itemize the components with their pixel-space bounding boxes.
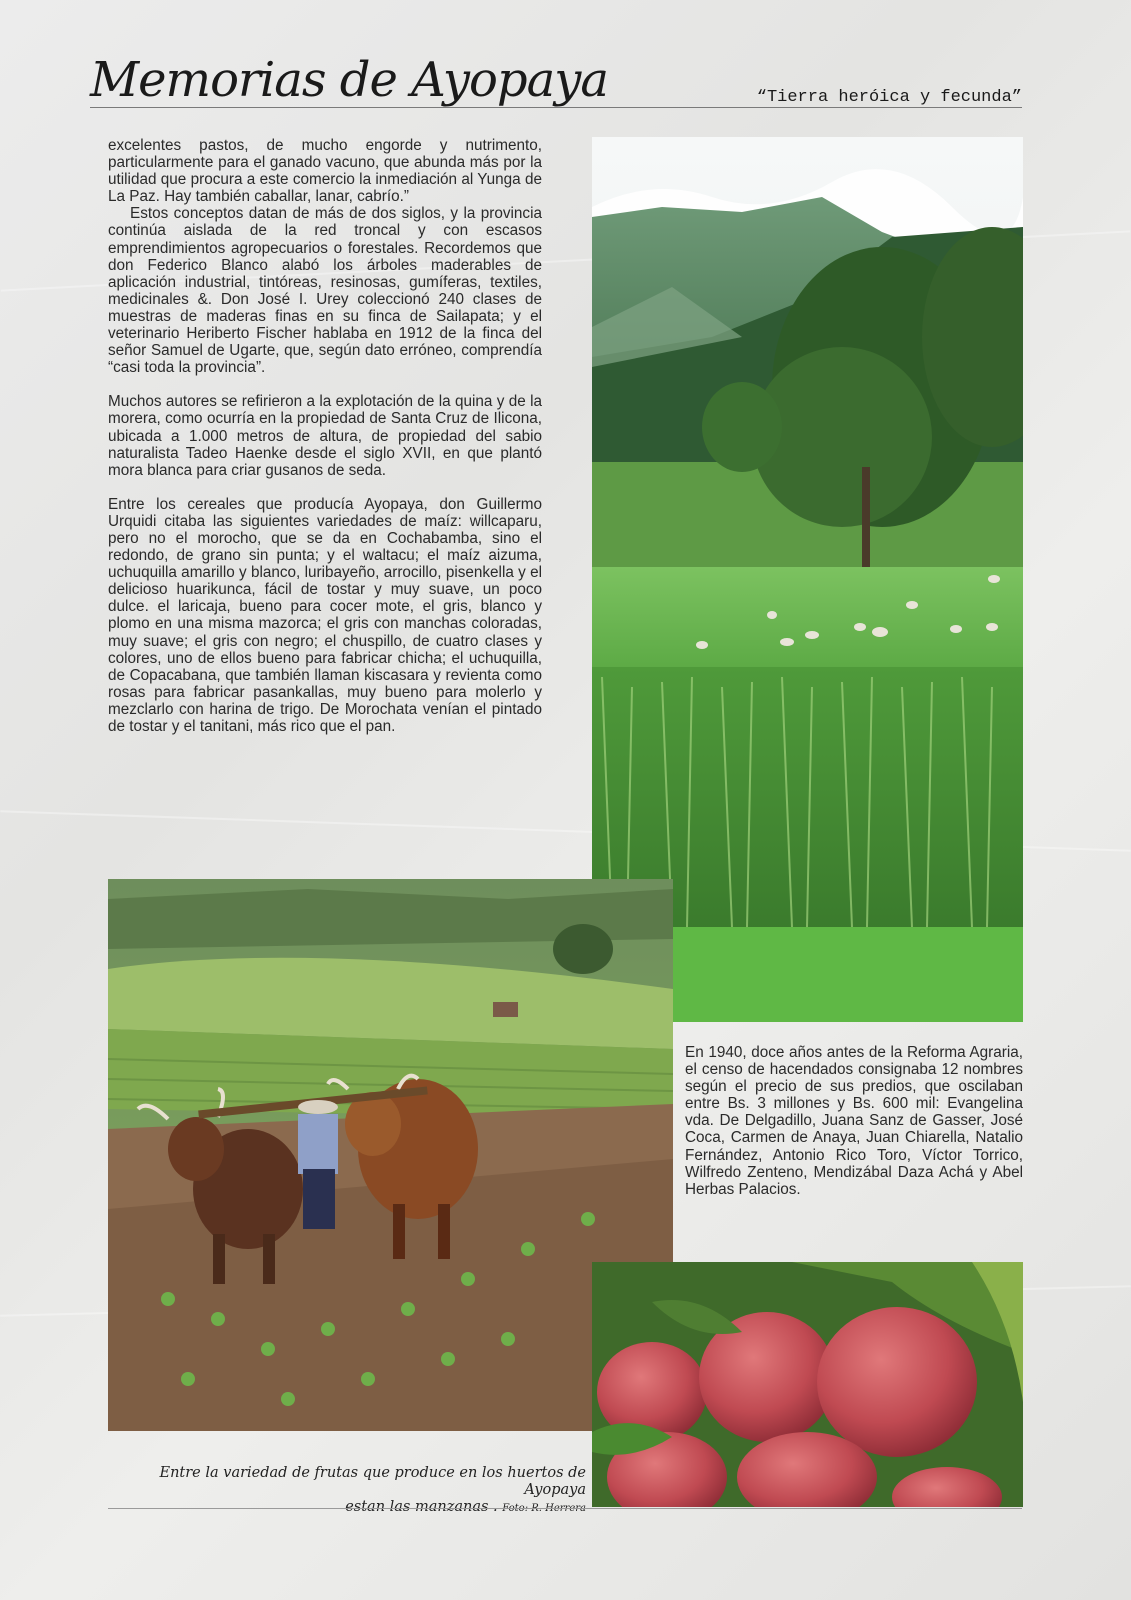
oxen-plowing-photo: [108, 879, 673, 1431]
page-motto: “Tierra heróica y fecunda”: [756, 88, 1022, 107]
apples-photo: [592, 1262, 1023, 1507]
body-paragraph: En 1940, doce años antes de la Reforma Agraria, el censo de hacendados consignaba 12 nombres según el precio de sus predios, que oscilaban entre Bs. 3 millones y Bs. 600 mil: Evangelina vda. De Delgadillo, Juana Sanz de Gasser, José Coca, Carmen de Anaya, Juan Chiarella, Natalio Fernández, Antonio Rico Toro, Víctor Torrico, Wilfredo Zenteno, Mendizábal Daza Achá y Abel Herbas Palacios.: [685, 1044, 1023, 1198]
footer-rule: [108, 1508, 1022, 1509]
body-paragraph: excelentes pastos, de mucho engorde y nutrimento, particularmente para el ganado vacuno, que abunda más por la utilidad que procura a este comercio la inmediación al Yunga de La Paz. Hay también caballar, lanar, cabrío.”: [108, 137, 542, 206]
body-paragraph: Estos conceptos datan de más de dos siglos, y la provincia continúa aislada de la red troncal y con escasos emprendimientos agropecuarios o forestales. Recordemos que don Federico Blanco alabó los árboles maderables de aplicación industrial, tintóreas, resinosas, gumíferas, textiles, medicinales &. Don José I. Urey coleccionó 240 clases de muestras de maderas finas en su finca de Sailapata; y el veterinario Heriberto Fischer hablaba en 1912 de la finca del señor Samuel de Ugarte, que, según dato erróneo, comprendía “casi toda la provincia”.: [108, 205, 542, 377]
header-rule: [90, 107, 1022, 108]
caption-text: estan las manzanas .: [345, 1499, 498, 1515]
caption-line: Entre la variedad de frutas que produce en los huertos de Ayopaya: [159, 1465, 586, 1498]
right-text-column: [685, 1044, 1023, 1198]
body-paragraph: Entre los cereales que producía Ayopaya, don Guillermo Urquidi citaba las siguientes variedades de maíz: willcaparu, pero no el morocho, que se da en Cochabamba, sino el redondo, de grano sin punta; y el waltacu; el maíz aizuma, uchuquilla amarillo y blanco, luribayeño, arrocillo, pisenkella y el delicioso huarikunca, fácil de tostar y muy suave, un poco dulce. el laricaja, bueno para cocer mote, el gris, blanco y plomo en una misma mazorca; el gris con manchas coloradas, muy suave; el gris con negro; el chuspillo, de cuatro clases y colores, uno de ellos bueno para fabricar chicha; el uchuquilla, de Copacabana, que también llaman kiscasara y revienta como rosas para fabricar pasankallas, muy bueno para molerlo y mezclarlo con harina de trigo. De Morochata venían el pintado de tostar y el tanitani, más rico que el pan.: [108, 495, 542, 735]
page-title: Memorias de Ayopaya: [90, 52, 608, 108]
left-text-column: [108, 137, 542, 735]
photo-credit: Foto: R. Herrera: [502, 1503, 586, 1514]
photo-caption: [108, 1465, 586, 1517]
body-paragraph: Muchos autores se refirieron a la explotación de la quina y de la morera, como ocurría en la propiedad de Santa Cruz de Ilicona, ubicada a 1.000 metros de altura, de propiedad del sabio naturalista Tadeo Haenke desde el siglo XVII, en que plantó mora blanca para criar gusanos de seda.: [108, 393, 542, 479]
